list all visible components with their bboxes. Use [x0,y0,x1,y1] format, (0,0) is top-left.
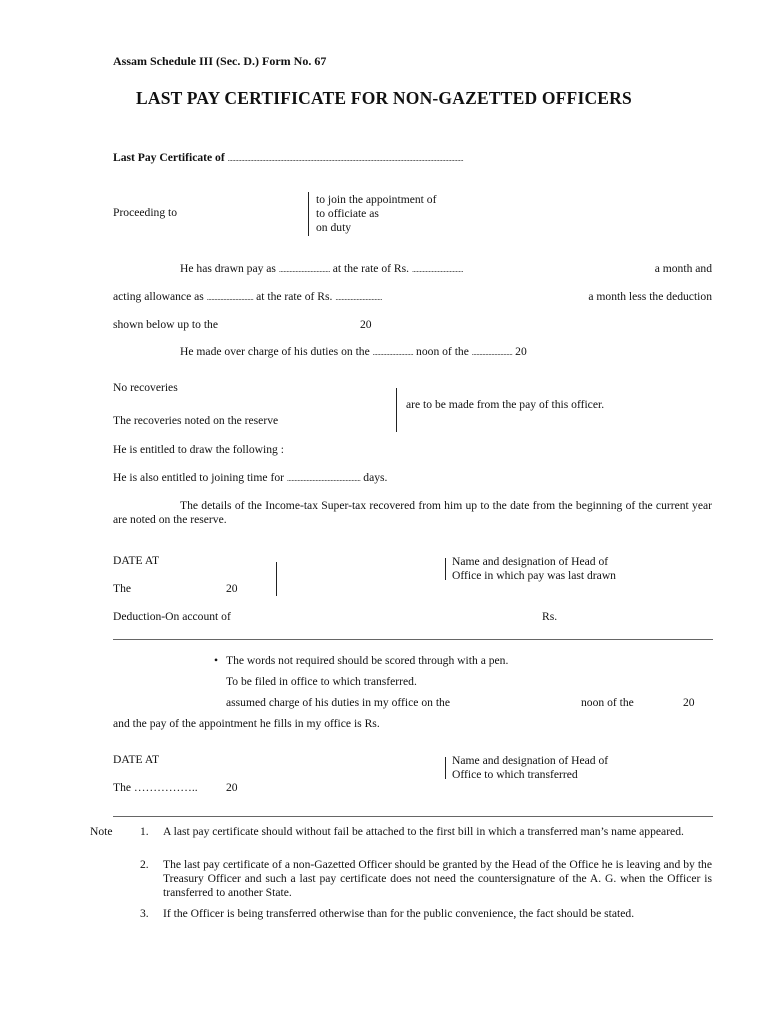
shown-below-label: shown below up to the [113,318,218,331]
pay-drawn-label: He has drawn pay as [180,262,276,275]
rate-label-1: at the rate of Rs. [332,262,410,275]
assumed-year: 20 [683,696,695,709]
recovery-option-reserve: The recoveries noted on the reserve [113,414,279,427]
joining-days-label: days. [363,471,388,484]
head-office-label-1a: Name and designation of Head of [452,555,609,568]
section-divider-2 [113,816,713,817]
deduction-label: Deduction-On account of [113,610,231,623]
pay-line-2a [113,290,382,305]
lpc-of-label: Last Pay Certificate of [113,151,225,164]
rate-label-2: at the rate of Rs. [256,290,333,303]
lpc-of-row [113,151,463,166]
sign-divider-1 [276,562,277,596]
joining-time-label: He is also entitled to joining time for [113,471,284,484]
made-over-charge-row [180,345,527,360]
the-label-2: The …………….. [113,781,198,794]
head-office-label-2a: Name and designation of Head of [452,754,609,767]
bullet-icon: • [214,654,219,667]
proceeding-bracket [308,192,309,236]
head-office-label-1b: Office in which pay was last drawn [452,569,616,582]
recovery-option-none: No recoveries [113,381,178,394]
month-and-label: a month and [654,262,712,275]
pay-fill-label: and the pay of the appointment he fills in my office is Rs. [113,717,380,730]
note-1-number: 1. [140,825,149,838]
filed-in-office-note: To be filed in office to which transferred. [226,675,417,688]
proceeding-option-join: to join the appointment of [316,193,437,206]
noon-date-field-1[interactable]: ........................... [471,348,513,357]
note-2-number: 2. [140,858,149,871]
made-over-date-field[interactable]: ........................... [372,348,414,357]
month-less-deduction-label: a month less the deduction [588,290,712,303]
rate-field-1[interactable]: .................................. [411,265,463,274]
made-over-year: 20 [515,345,527,358]
sign-year-2: 20 [226,781,238,794]
page-title: LAST PAY CERTIFICATE FOR NON-GAZETTED OFFICERS [136,88,632,108]
head-office-bracket-1 [445,558,446,580]
assumed-charge-label: assumed charge of his duties in my office on the [226,696,450,709]
head-office-label-2b: Office to which transferred [452,768,578,781]
form-number: Assam Schedule III (Sec. D.) Form No. 67 [113,54,327,68]
note-3-text: If the Officer is being transferred otherwise than for the public convenience, the fact should be stated. [163,907,635,920]
entitled-label: He is entitled to draw the following : [113,443,284,456]
joining-time-field[interactable]: ................................................. [286,474,361,483]
proceeding-option-officiate: to officiate as [316,207,379,220]
note-2-text: The last pay certificate of a non-Gazetted Officer should be granted by the Head of the Office he is leaving and by the Treasury Officer and such a last pay certificate does not need the countersignature of the A. G. when the Officer is transferred to another State. [163,858,712,899]
date-at-label-1: DATE AT [113,554,160,567]
joining-time-row [113,471,387,486]
note-label: Note [90,825,113,838]
rate-field-2[interactable]: ............................... [335,293,382,302]
note-1-text: A last pay certificate should without fail be attached to the first bill in which a transferred man’s name appeared. [163,825,684,838]
pay-drawn-field[interactable]: .................................. [278,265,330,274]
note-3-number: 3. [140,907,149,920]
shown-below-year: 20 [360,318,372,331]
section-divider-1 [113,639,713,640]
recovery-text: are to be made from the pay of this officer. [406,398,605,411]
sign-year-1: 20 [226,582,238,595]
the-label-1: The [113,582,132,595]
scored-through-note: The words not required should be scored through with a pen. [226,654,509,667]
noon-label-1: noon of the [416,345,469,358]
income-tax-paragraph: The details of the Income-tax Super-tax recovered from him up to the date from the beginning of the current year are noted on the reserve. [113,499,712,526]
proceeding-label: Proceeding to [113,206,178,219]
head-office-bracket-2 [445,757,446,779]
acting-allowance-label: acting allowance as [113,290,204,303]
deduction-rs-label: Rs. [542,610,558,623]
date-at-label-2: DATE AT [113,753,160,766]
made-over-label: He made over charge of his duties on the [180,345,370,358]
lpc-of-name-field[interactable]: ............................................................................................................................................................. [227,154,464,163]
proceeding-option-duty: on duty [316,221,352,234]
pay-line-1a [180,262,463,277]
acting-allowance-field[interactable]: ............................... [206,293,254,302]
recovery-bracket [396,388,397,432]
noon-label-2: noon of the [581,696,634,709]
